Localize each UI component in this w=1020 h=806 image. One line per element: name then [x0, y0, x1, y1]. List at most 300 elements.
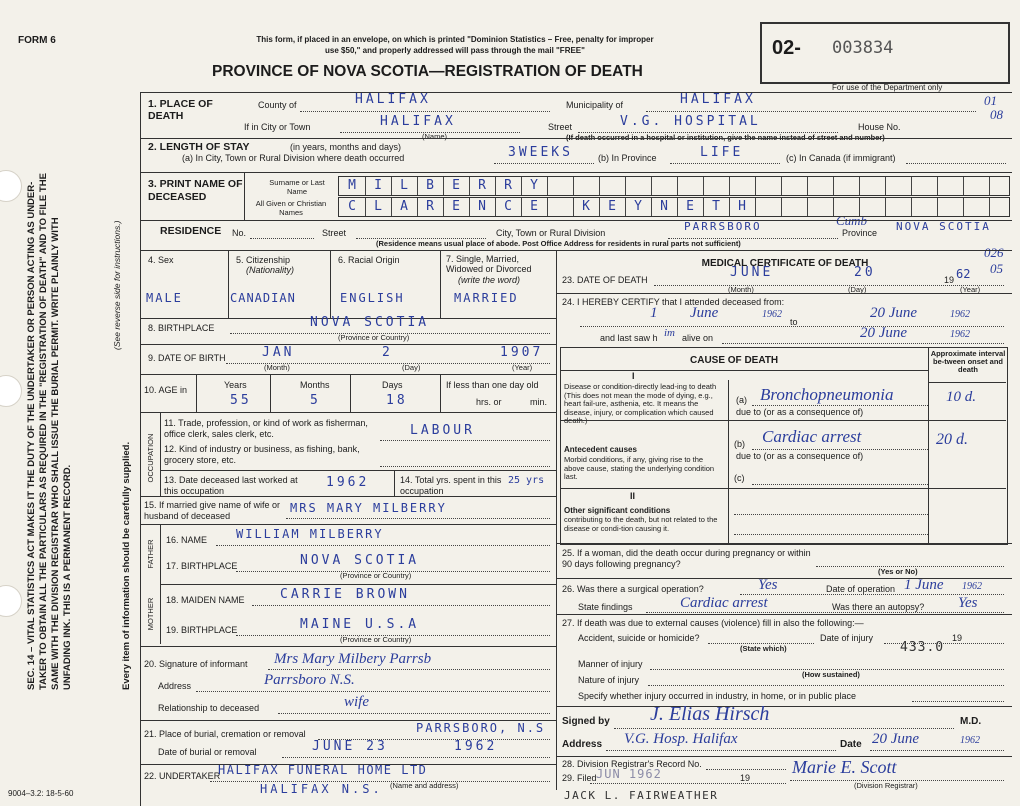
- interval-header-rule: [928, 382, 1006, 383]
- rule-10: [140, 496, 556, 497]
- dob-day: 2: [382, 345, 393, 360]
- racial-value: ENGLISH: [340, 291, 405, 305]
- dob-month-caption: (Month): [264, 363, 290, 372]
- letter-box-divider: [911, 177, 912, 195]
- given-name-letter: Y: [634, 199, 642, 214]
- interval-divider: [928, 347, 929, 543]
- page-title: PROVINCE OF NOVA SCOTIA—REGISTRATION OF DEATH: [212, 63, 643, 80]
- q29-label: 29. Filed: [562, 773, 597, 783]
- mother-name: CARRIE BROWN: [280, 587, 410, 602]
- q29-line: [590, 783, 786, 784]
- stay-a-label: (a) In City, Town or Rural Division where death occurred: [182, 153, 405, 163]
- lastsaw-label: and last saw h: [600, 333, 658, 343]
- rule-m6: [556, 756, 1012, 757]
- rule-1: [140, 138, 1012, 139]
- letter-box-divider: [625, 177, 626, 195]
- father-name-line: [216, 545, 550, 546]
- letter-box-divider: [937, 177, 938, 195]
- given-name-letter: E: [608, 199, 616, 214]
- registrar-caption: (Division Registrar): [854, 781, 918, 790]
- given-name-letter: N: [660, 199, 668, 214]
- rule-3: [140, 220, 1012, 221]
- burial-place-value: PARRSBORO, N.S: [416, 721, 546, 735]
- injury-date-label: Date of injury: [820, 633, 874, 643]
- findings-label: State findings: [578, 602, 633, 612]
- street-label: Street: [548, 122, 573, 132]
- burial-place-label: 21. Place of burial, cremation or removal: [144, 729, 306, 739]
- cause-c-line: [752, 484, 928, 485]
- rule-7: [140, 374, 556, 375]
- dept-use-label: For use of the Department only: [832, 83, 943, 92]
- cause-rule-b: [560, 488, 1006, 489]
- citizenship-sub: (Nationality): [246, 265, 295, 275]
- birthplace-label: 8. BIRTHPLACE: [148, 323, 215, 333]
- spouse-line: [286, 518, 550, 519]
- residence-note: (Residence means usual place of abode. Post Office Address for residents in rural parts not sufficient): [376, 239, 741, 248]
- mother-bp-caption: (Province or Country): [340, 635, 412, 644]
- relationship-line: [278, 713, 550, 714]
- residence-street-label: Street: [322, 228, 347, 238]
- death-year-caption: (Year): [960, 285, 981, 294]
- father-bp-label: 17. BIRTHPLACE: [166, 561, 238, 571]
- alive-label: alive on: [682, 333, 714, 343]
- rule-top: [140, 92, 1012, 93]
- dob-year-caption: (Year): [512, 363, 533, 372]
- accident-label: Accident, suicide or homicide?: [578, 633, 700, 643]
- citizenship-label: 5. Citizenship: [236, 255, 291, 265]
- rule-2: [140, 172, 1012, 173]
- dept-code-d: 05: [990, 261, 1003, 276]
- occupation-div-2: [394, 470, 395, 496]
- print-name-label: 3. PRINT NAME OF DECEASED: [148, 178, 243, 203]
- surname-label: Surname or Last Name: [269, 178, 325, 196]
- age-days-label: Days: [382, 380, 403, 390]
- burial-date-line: [282, 757, 550, 758]
- rule-13: [140, 646, 556, 647]
- given-names-grid: [338, 197, 1010, 217]
- cause-b-letter: (b): [734, 439, 745, 449]
- other-line-1: [734, 514, 928, 515]
- stay-b-label: (b) In Province: [598, 153, 657, 163]
- stay-c-line: [906, 163, 1006, 164]
- given-name-letter: E: [530, 199, 538, 214]
- dob-day-caption: (Day): [402, 363, 421, 372]
- occupation-side-label: OCCUPATION: [146, 433, 155, 483]
- stay-a-value: 3WEEKS: [508, 145, 573, 160]
- given-name-letter: R: [426, 199, 434, 214]
- yes-no-caption: (Yes or No): [878, 567, 918, 576]
- cause-rule-a: [560, 420, 1006, 421]
- death-date-line: [654, 285, 1004, 286]
- residence-city-label: City, Town or Rural Division: [496, 228, 606, 238]
- total-years-value: 25 yrs: [508, 475, 545, 486]
- informant-address-label: Address: [158, 681, 192, 691]
- op-year: 1962: [962, 581, 982, 592]
- racial-divider: [440, 250, 441, 318]
- county-label: County of: [258, 100, 297, 110]
- street-value: V.G. HOSPITAL: [620, 114, 761, 129]
- certify-to-date: 20 June: [870, 305, 918, 321]
- manner-label: Manner of injury: [578, 659, 643, 669]
- letter-box-divider: [859, 198, 860, 216]
- cause-c-letter: (c): [734, 473, 745, 483]
- lastsaw-sex: im: [664, 327, 675, 339]
- death-month: JUNE: [730, 265, 774, 280]
- informant-address: Parrsboro N.S.: [264, 672, 355, 688]
- stay-b-line: [670, 163, 780, 164]
- autopsy-value: Yes: [958, 595, 978, 611]
- specify-label: Specify whether injury occurred in industry, in home, or in public place: [578, 691, 856, 701]
- surname-grid: [338, 176, 1010, 196]
- other-line-2: [734, 534, 928, 535]
- surname-letter: M: [348, 178, 356, 193]
- length-of-stay-sub: (in years, months and days): [290, 142, 402, 152]
- residence-no-label: No.: [232, 228, 247, 238]
- roman-one: I: [632, 371, 635, 381]
- dob-month: JAN: [262, 345, 295, 360]
- last-worked-label: 13. Date deceased last worked at this occupation: [164, 475, 298, 496]
- age-years-label: Years: [224, 380, 247, 390]
- q28-label: 28. Division Registrar's Record No.: [562, 759, 702, 769]
- relationship-label: Relationship to deceased: [158, 703, 260, 713]
- statute-sidebar: [26, 170, 144, 690]
- letter-box-divider: [677, 177, 678, 195]
- undertaker-value: HALIFAX FUNERAL HOME LTD: [218, 763, 428, 777]
- age-min-label: min.: [530, 397, 548, 407]
- letter-box-divider: [599, 177, 600, 195]
- rule-m2: [556, 543, 1012, 544]
- dob-label: 9. DATE OF BIRTH: [148, 353, 226, 363]
- birthplace-value: NOVA SCOTIA: [310, 315, 430, 330]
- letter-box-divider: [729, 177, 730, 195]
- sex-value: MALE: [146, 291, 183, 305]
- form-label: FORM 6: [18, 35, 56, 46]
- punch-hole-middle: [0, 375, 22, 407]
- envelope-note-2: use $50," and properly addressed will pass through the mail "FREE": [325, 46, 585, 55]
- rule-6: [140, 344, 556, 345]
- letter-box-divider: [859, 177, 860, 195]
- rule-9: [160, 470, 556, 471]
- father-name: WILLIAM MILBERRY: [236, 527, 384, 541]
- place-of-death-label: 1. PLACE OF DEATH: [148, 98, 213, 122]
- industry-line: [380, 466, 550, 467]
- rule-4: [140, 250, 1012, 251]
- mother-name-label: 18. MAIDEN NAME: [166, 595, 245, 605]
- icd-code: 433.0: [900, 640, 945, 655]
- signed-value: J. Elias Hirsch: [650, 703, 770, 725]
- q26-value: Yes: [758, 577, 778, 593]
- letter-box-divider: [833, 198, 834, 216]
- letter-box-divider: [885, 177, 886, 195]
- age-label: 10. AGE in: [144, 385, 188, 395]
- letter-box-divider: [807, 177, 808, 195]
- father-bp-caption: (Province or Country): [340, 571, 412, 580]
- doctor-date-line: [870, 750, 1004, 751]
- letter-box-divider: [781, 198, 782, 216]
- municipality-value: HALIFAX: [680, 92, 756, 107]
- rule-12: [160, 584, 556, 585]
- medical-title: MEDICAL CERTIFICATE OF DEATH: [701, 258, 869, 269]
- lastsaw-date: 20 June: [860, 325, 908, 341]
- bottom-name: JACK L. FAIRWEATHER: [564, 789, 719, 802]
- cause-a: Bronchopneumonia: [760, 385, 894, 404]
- surname-letter: R: [504, 178, 512, 193]
- county-line: [300, 111, 550, 112]
- nature-label: Nature of injury: [578, 675, 640, 685]
- footer-code: 9004–3.2: 18-5-60: [8, 789, 74, 798]
- punch-hole-bottom: [0, 585, 22, 617]
- stay-a-line: [494, 163, 594, 164]
- letter-box-divider: [833, 177, 834, 195]
- letter-box-divider: [755, 198, 756, 216]
- surname-letter: B: [426, 178, 434, 193]
- trade-value: LABOUR: [410, 423, 475, 438]
- cause-a-line: [752, 405, 928, 406]
- burial-date-label: Date of burial or removal: [158, 747, 257, 757]
- md-label: M.D.: [960, 716, 982, 727]
- q26-label: 26. Was there a surgical operation?: [562, 584, 704, 594]
- given-name-letter: H: [738, 199, 746, 214]
- doctor-date-label: Date: [840, 739, 862, 750]
- given-name-letter: C: [504, 199, 512, 214]
- county-value: HALIFAX: [355, 92, 431, 107]
- name-divider: [244, 172, 245, 220]
- given-name-letter: L: [374, 199, 382, 214]
- house-number-label: House No.: [858, 122, 901, 132]
- q25-label: 25. If a woman, did the death occur during pregnancy or within 90 days following pregnancy?: [562, 548, 811, 569]
- given-name-letter: E: [686, 199, 694, 214]
- age-div-3: [350, 374, 351, 412]
- lastsaw-year: 1962: [950, 329, 970, 340]
- father-side-label: FATHER: [146, 539, 155, 569]
- rule-m4: [556, 614, 1012, 615]
- residence-no-line: [250, 238, 314, 239]
- given-name-letter: A: [400, 199, 408, 214]
- column-divider: [556, 250, 557, 790]
- sex-label: 4. Sex: [148, 255, 174, 265]
- letter-box-divider: [963, 177, 964, 195]
- mother-side-label: MOTHER: [146, 597, 155, 631]
- letter-box-divider: [989, 177, 990, 195]
- certify-from-month: June: [690, 305, 719, 321]
- marital-value: MARRIED: [454, 291, 519, 305]
- roman-two: II: [630, 491, 636, 501]
- dept-code-e: Cumb: [836, 213, 868, 228]
- death-day: 20: [854, 265, 876, 280]
- given-name-letter: N: [478, 199, 486, 214]
- immediate-label: Disease or condition-directly lead-ing to death (This does not mean the mode of dying, e.g., heart fail-ure, asthenia, etc. It means the disease, injury, or complication which caused death.): [564, 382, 717, 425]
- birthplace-caption: (Province or Country): [338, 333, 410, 342]
- signed-line: [614, 728, 954, 729]
- certify-to-year: 1962: [950, 309, 970, 320]
- due-to-a: due to (or as a consequence of): [736, 407, 864, 417]
- findings-value: Cardiac arrest: [680, 595, 768, 611]
- residence-label: RESIDENCE: [160, 225, 222, 237]
- letter-box-divider: [547, 198, 548, 216]
- age-div-1: [196, 374, 197, 412]
- doctor-date: 20 June: [872, 731, 920, 747]
- informant-address-line: [196, 691, 550, 692]
- given-name-letter: T: [712, 199, 720, 214]
- industry-label: 12. Kind of industry or business, as fishing, bank, grocery store, etc.: [164, 444, 360, 465]
- antecedent-sub: Morbid conditions, if any, giving rise to the above cause, stating the underlying condition last.: [564, 455, 715, 481]
- letter-box-divider: [781, 177, 782, 195]
- dept-code-b: 08: [990, 107, 1003, 122]
- given-names-label: All Given or Christian Names: [255, 199, 327, 217]
- letter-box-divider: [807, 198, 808, 216]
- racial-label: 6. Racial Origin: [338, 255, 400, 265]
- age-days: 18: [386, 393, 408, 408]
- cause-header-rule: [560, 370, 928, 371]
- mother-name-line: [252, 605, 550, 606]
- statute-note: Every item of information should be carefully supplied.: [121, 441, 132, 690]
- given-name-letter: C: [348, 199, 356, 214]
- other-sub: contributing to the death, but not related to the disease or condi-tion causing it.: [564, 515, 718, 533]
- undertaker-caption: (Name and address): [390, 781, 459, 790]
- trade-line: [380, 440, 550, 441]
- undertaker-city: HALIFAX N.S.: [260, 782, 383, 796]
- last-worked-value: 1962: [326, 475, 370, 490]
- letter-box-divider: [963, 198, 964, 216]
- cause-label-divider: [728, 380, 729, 543]
- residence-province-label: Province: [842, 228, 878, 238]
- lastsaw-line: [722, 343, 1004, 344]
- due-to-b: due to (or as a consequence of): [736, 451, 864, 461]
- registration-number: 003834: [832, 38, 894, 58]
- surname-letter: L: [400, 178, 408, 193]
- specify-line: [912, 701, 1004, 702]
- mother-bp: MAINE U.S.A: [300, 617, 420, 632]
- length-of-stay-label: 2. LENGTH OF STAY: [148, 141, 250, 153]
- interval-b: 20 d.: [936, 431, 968, 448]
- citizenship-value: CANADIAN: [230, 291, 296, 305]
- marital-label: 7. Single, Married, Widowed or Divorced: [446, 254, 532, 274]
- death-day-caption: (Day): [848, 285, 867, 294]
- cause-b: Cardiac arrest: [762, 427, 862, 446]
- rule-m1: [556, 293, 1012, 294]
- doctor-address: V.G. Hosp. Halifax: [624, 731, 738, 747]
- op-date: 1 June: [904, 577, 944, 593]
- findings-line: [646, 612, 1004, 613]
- dept-code-c: 026: [984, 245, 1004, 260]
- municipality-label: Municipality of: [566, 100, 624, 110]
- residence-province-value: NOVA SCOTIA: [896, 220, 991, 233]
- age-div-4: [440, 374, 441, 412]
- antecedent-label: Antecedent causes: [564, 445, 637, 454]
- informant-sig: Mrs Mary Milbery Parrsb: [274, 651, 432, 667]
- father-bp: NOVA SCOTIA: [300, 553, 420, 568]
- letter-box-divider: [885, 198, 886, 216]
- letter-box-divider: [989, 198, 990, 216]
- signed-label: Signed by: [562, 716, 610, 727]
- hospital-note: (If death occurred in a hospital or institution, give the name instead of street and number): [566, 133, 885, 142]
- letter-box-divider: [651, 177, 652, 195]
- nature-line: [648, 685, 1004, 686]
- registration-number-box: [760, 22, 1010, 84]
- burial-date-year: 1962: [454, 739, 498, 754]
- certify-label: 24. I HEREBY CERTIFY that I attended deceased from:: [562, 297, 785, 307]
- death-month-caption: (Month): [728, 285, 754, 294]
- op-date-label: Date of operation: [826, 584, 896, 594]
- envelope-note-1: This form, if placed in an envelope, on which is printed "Dominion Statistics – Free, penalty for improper: [256, 35, 654, 44]
- surname-letter: I: [374, 178, 382, 193]
- left-frame-line: [140, 92, 141, 806]
- instructions-note: (See reverse side for instructions.): [112, 220, 122, 350]
- occupation-divider: [160, 412, 161, 496]
- marital-sub: (write the word): [458, 275, 521, 285]
- registrar-signature: Marie E. Scott: [792, 757, 897, 777]
- rule-8: [140, 412, 556, 413]
- other-label: Other significant conditions: [564, 506, 671, 515]
- rule-11: [140, 524, 556, 525]
- injury-date-19: 19: [952, 633, 963, 643]
- doctor-date-year: 1962: [960, 735, 980, 746]
- death-year-prefix: 19: [944, 275, 955, 285]
- informant-sig-line: [268, 669, 550, 670]
- surname-letter: E: [452, 178, 460, 193]
- undertaker-label: 22. UNDERTAKER: [144, 771, 221, 781]
- given-name-letter: E: [452, 199, 460, 214]
- city-town-label: If in City or Town: [244, 122, 311, 132]
- age-div-2: [270, 374, 271, 412]
- total-years-label: 14. Total yrs. spent in this occupation: [400, 475, 502, 496]
- certify-to-label: to: [790, 317, 798, 327]
- dept-code-a: 01: [984, 93, 997, 108]
- trade-label: 11. Trade, profession, or kind of work as fisherman, office clerk, sales clerk, etc.: [164, 418, 368, 439]
- city-name-caption: (Name): [422, 132, 448, 141]
- letter-box-divider: [573, 177, 574, 195]
- age-note: If less than one day old: [446, 380, 539, 390]
- interval-a: 10 d.: [946, 389, 976, 405]
- certify-line: [580, 326, 1004, 327]
- cause-b-line: [752, 449, 928, 450]
- city-town-value: HALIFAX: [380, 114, 456, 129]
- age-years: 55: [230, 393, 252, 408]
- cause-title: CAUSE OF DEATH: [690, 355, 779, 366]
- doctor-address-line: [606, 750, 836, 751]
- certify-from-day: 1: [650, 305, 658, 321]
- doctor-address-label: Address: [562, 739, 603, 750]
- spouse-label: 15. If married give name of wife or husband of deceased: [144, 500, 281, 521]
- death-date-label: 23. DATE OF DEATH: [562, 275, 648, 285]
- age-months: 5: [310, 393, 321, 408]
- residence-city-value: PARRSBORO: [684, 220, 762, 233]
- sex-divider: [228, 250, 229, 318]
- age-hrs-label: hrs. or: [476, 397, 502, 407]
- statute-text: SEC. 14 – VITAL STATISTICS ACT MAKES IT THE DUTY OF THE UNDERTAKER OR PERSON ACTING AS UNDER-TAKER TO OBTAIN ALL THE PARTICULARS AS REQUIRED IN THE "REGISTRATION OF DEATH" AND TO FILE THE SAME WITH THE DIVISION REGISTRAR WHO SHALL ISSUE THE BURIAL PERMIT. WRITE PLAINLY WITH UNFADING INK. THIS IS A PERMANENT RECORD.: [26, 173, 73, 690]
- q28-line: [706, 769, 786, 770]
- filed-stamp: JUN 1962: [596, 767, 662, 781]
- state-which-caption: (State which): [740, 644, 787, 653]
- surname-letter: R: [478, 178, 486, 193]
- letter-box-divider: [755, 177, 756, 195]
- stay-b-value: LIFE: [700, 145, 744, 160]
- age-months-label: Months: [300, 380, 330, 390]
- autopsy-label: Was there an autopsy?: [832, 602, 925, 612]
- dob-year: 1907: [500, 345, 544, 360]
- burial-date-day: JUNE 23: [312, 739, 388, 754]
- father-name-label: 16. NAME: [166, 535, 208, 545]
- stay-c-label: (c) In Canada (if immigrant): [786, 153, 896, 163]
- letter-box-divider: [703, 177, 704, 195]
- given-name-letter: K: [582, 199, 590, 214]
- cause-a-letter: (a): [736, 395, 747, 405]
- relationship-value: wife: [344, 694, 369, 710]
- letter-box-divider: [937, 198, 938, 216]
- letter-box-divider: [911, 198, 912, 216]
- spouse-value: MRS MARY MILBERRY: [290, 501, 447, 515]
- rule-m5: [556, 706, 1012, 707]
